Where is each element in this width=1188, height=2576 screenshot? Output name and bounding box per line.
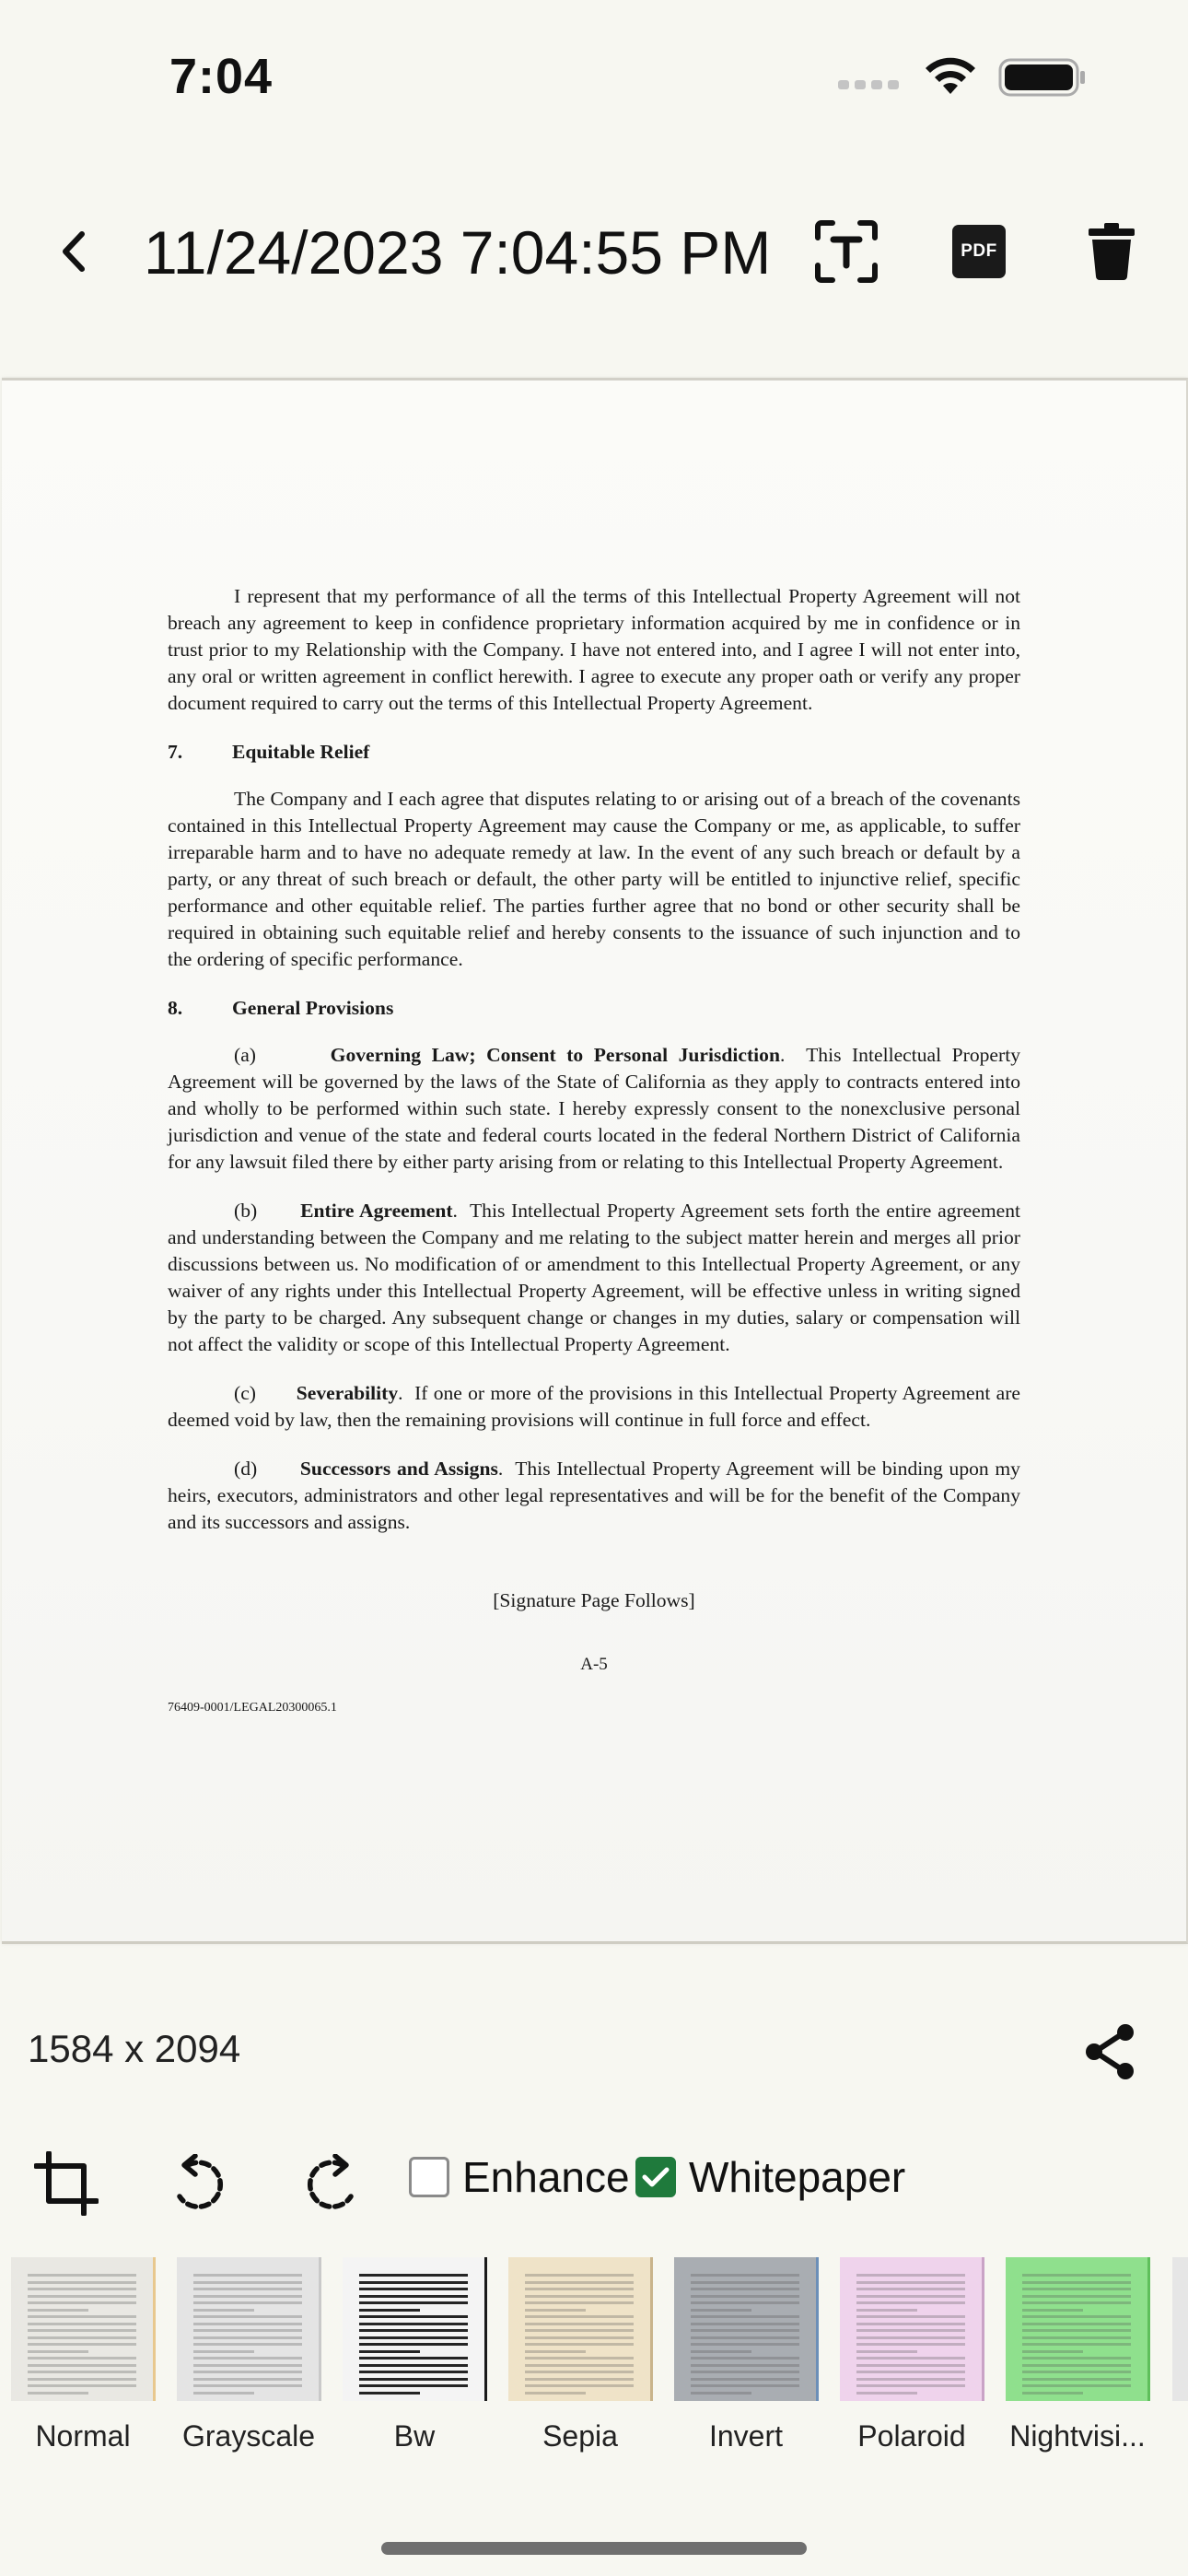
signature-note: [Signature Page Follows] bbox=[493, 1589, 695, 1611]
thumbnail-text-line bbox=[856, 2323, 965, 2325]
thumbnail-text-line bbox=[359, 2315, 468, 2318]
filter-thumbnail[interactable] bbox=[343, 2257, 487, 2401]
thumbnail-text-line bbox=[525, 2281, 634, 2284]
thumbnail-text-line bbox=[1022, 2364, 1131, 2367]
thumbnail-text-line bbox=[691, 2315, 799, 2318]
thumbnail-text-line bbox=[525, 2288, 634, 2290]
thumbnail-text-line bbox=[1022, 2281, 1131, 2284]
image-info-row bbox=[0, 1999, 1188, 2101]
thumbnail-text-line bbox=[193, 2392, 254, 2395]
thumbnail-text-line bbox=[28, 2357, 136, 2359]
filter-thumbnail[interactable] bbox=[508, 2257, 653, 2401]
thumbnail-text-line bbox=[525, 2295, 634, 2298]
thumbnail-text-line bbox=[691, 2371, 799, 2373]
thumbnail-text-line bbox=[193, 2301, 302, 2304]
thumbnail-text-line bbox=[359, 2323, 468, 2325]
thumbnail-text-line bbox=[359, 2301, 468, 2304]
thumbnail-text-line bbox=[856, 2274, 965, 2277]
thumbnail-text-line bbox=[525, 2357, 634, 2359]
thumbnail-text-line bbox=[193, 2384, 302, 2387]
section-8-heading bbox=[168, 995, 1020, 1022]
thumbnail-text-line bbox=[691, 2274, 799, 2277]
chevron-left-icon bbox=[56, 228, 93, 275]
filter-label: Polaroid bbox=[857, 2419, 966, 2453]
whitepaper-checkbox-box[interactable] bbox=[635, 2157, 676, 2197]
thumbnail-text-line bbox=[525, 2336, 634, 2339]
thumbnail-text-line bbox=[28, 2309, 88, 2312]
thumbnail-text-line bbox=[28, 2392, 88, 2395]
thumbnail-text-line bbox=[28, 2343, 136, 2346]
thumbnail-text-line bbox=[359, 2357, 468, 2359]
thumbnail-text-line bbox=[691, 2364, 799, 2367]
clause-label: (a) bbox=[234, 1044, 256, 1066]
thumbnail-text-line bbox=[28, 2371, 136, 2373]
image-dimensions: 1584 x 2094 bbox=[28, 2027, 241, 2070]
thumbnail-text-line bbox=[193, 2274, 302, 2277]
thumbnail-text-line bbox=[193, 2281, 302, 2284]
thumbnail-text-line bbox=[691, 2301, 799, 2304]
home-indicator bbox=[381, 2542, 807, 2555]
document-title: 11/24/2023 7:04:55 PM bbox=[144, 218, 772, 287]
thumbnail-text-line bbox=[525, 2343, 634, 2346]
thumbnail-text-line bbox=[691, 2295, 799, 2298]
section-number: 8. bbox=[168, 997, 183, 1019]
thumbnail-text-line bbox=[691, 2329, 799, 2332]
thumbnail-text-line bbox=[856, 2384, 965, 2387]
filter-thumbnail[interactable] bbox=[674, 2257, 819, 2401]
rotate-right-button[interactable] bbox=[297, 2149, 367, 2219]
thumbnail-text-line bbox=[856, 2364, 965, 2367]
pdf-label: PDF bbox=[961, 241, 997, 261]
filter-label: Normal bbox=[35, 2419, 131, 2453]
filter-invert[interactable] bbox=[663, 2257, 829, 2453]
paragraph-7: The Company and I each agree that disputes relating to or arising out of a breach of the covenants contained in this Intellectual Property Agreement may cause the Company or me, as applicable, to suffer irreparable harm and to have no adequate remedy at law. In the event of any such breach or default by a party, or any threat of such breach or default, the other party will be entitled to injunctive relief, specific performance and other equitable relief. The parties further agree that no bond or other security shall be required in obtaining such equitable relief and hereby consents to the issuance of such injunction and to the ordering of specific performance. bbox=[168, 788, 1020, 970]
filter-strip[interactable] bbox=[0, 2257, 1188, 2460]
text-recognition-button[interactable] bbox=[805, 210, 888, 293]
thumbnail-text-line bbox=[856, 2315, 965, 2318]
thumbnail-text-line bbox=[525, 2329, 634, 2332]
thumbnail-text-line bbox=[1022, 2357, 1131, 2359]
filter-label: Nightvisi... bbox=[1009, 2419, 1146, 2453]
thumbnail-text-line bbox=[1022, 2371, 1131, 2373]
thumbnail-text-line bbox=[856, 2288, 965, 2290]
clause-title: Entire Agreement bbox=[300, 1200, 453, 1222]
text-scan-icon bbox=[814, 219, 879, 284]
top-toolbar bbox=[0, 184, 1188, 313]
thumbnail-text-line bbox=[28, 2329, 136, 2332]
thumbnail-text-line bbox=[1022, 2392, 1083, 2395]
thumbnail-text-line bbox=[856, 2343, 965, 2346]
thumbnail-text-line bbox=[1022, 2274, 1131, 2277]
share-icon bbox=[1082, 2023, 1137, 2080]
filter-bw[interactable] bbox=[332, 2257, 497, 2453]
filter-thumbnail[interactable] bbox=[11, 2257, 156, 2401]
thumbnail-text-line bbox=[691, 2343, 799, 2346]
thumbnail-text-line bbox=[1022, 2329, 1131, 2332]
thumbnail-text-line bbox=[193, 2357, 302, 2359]
thumbnail-text-line bbox=[28, 2281, 136, 2284]
thumbnail-text-line bbox=[1022, 2288, 1131, 2290]
cellular-signal-icon bbox=[838, 65, 903, 94]
filter-polaroid[interactable] bbox=[829, 2257, 995, 2453]
thumbnail-text-line bbox=[856, 2329, 965, 2332]
crop-icon bbox=[34, 2151, 99, 2216]
thumbnail-text-line bbox=[28, 2364, 136, 2367]
back-button[interactable] bbox=[33, 210, 116, 293]
thumbnail-text-line bbox=[359, 2364, 468, 2367]
thumbnail-text-line bbox=[856, 2378, 965, 2381]
thumbnail-text-line bbox=[691, 2384, 799, 2387]
filter-grayscale[interactable] bbox=[166, 2257, 332, 2453]
thumbnail-text-line bbox=[28, 2323, 136, 2325]
clause-label: (d) bbox=[234, 1458, 258, 1480]
filter-thumbnail[interactable] bbox=[1172, 2257, 1188, 2401]
thumbnail-text-line bbox=[359, 2309, 420, 2312]
thumbnail-text-line bbox=[525, 2323, 634, 2325]
wifi-icon bbox=[923, 57, 978, 102]
thumbnail-text-line bbox=[856, 2336, 965, 2339]
thumbnail-text-line bbox=[28, 2384, 136, 2387]
thumbnail-text-line bbox=[691, 2378, 799, 2381]
thumbnail-text-line bbox=[193, 2336, 302, 2339]
thumbnail-text-line bbox=[856, 2309, 917, 2312]
battery-icon bbox=[998, 57, 1087, 102]
filter-label: Invert bbox=[708, 2419, 784, 2453]
trash-icon bbox=[1089, 223, 1135, 280]
thumbnail-text-line bbox=[1022, 2343, 1131, 2346]
thumbnail-text-line bbox=[28, 2378, 136, 2381]
clause-text: This Intellectual Property Agreement will be governed by the laws of the State of California as they apply to contracts entered into and wholly to be performed within such state. I hereby expressly consent to the nonexclusive personal jurisdiction and venue of the state and federal courts located in the federal Northern District of California for any lawsuit filed there by either party arising from or relating to this Intellectual Property Agreement. bbox=[168, 1044, 1021, 1173]
filter-partial[interactable] bbox=[1160, 2257, 1188, 2401]
thumbnail-text-line bbox=[691, 2309, 751, 2312]
thumbnail-text-line bbox=[193, 2315, 302, 2318]
crop-button[interactable] bbox=[31, 2149, 101, 2219]
clause-title: Successors and Assigns bbox=[299, 1458, 498, 1480]
thumbnail-text-line bbox=[193, 2343, 302, 2346]
thumbnail-text-line bbox=[28, 2336, 136, 2339]
thumbnail-text-line bbox=[525, 2371, 634, 2373]
paragraph-8a: (a) Governing Law; Consent to Personal Jurisdiction. This Intellectual Property Agreement will be governed by the laws of the State of California as they apply to contracts entered into and wholly to be performed within such state. I hereby expressly consent to the nonexclusive personal jurisdiction and venue of the state and federal courts located in the federal Northern District of California for any lawsuit filed there by either party arising from or relating to this Intellectual Property Agreement. bbox=[168, 1044, 1021, 1173]
filter-label: Bw bbox=[393, 2419, 436, 2453]
thumbnail-text-line bbox=[359, 2336, 468, 2339]
thumbnail-text-line bbox=[28, 2274, 136, 2277]
thumbnail-text-line bbox=[691, 2281, 799, 2284]
thumbnail-text-line bbox=[1022, 2295, 1131, 2298]
thumbnail-text-line bbox=[28, 2295, 136, 2298]
thumbnail-text-line bbox=[856, 2350, 917, 2353]
thumbnail-text-line bbox=[28, 2315, 136, 2318]
thumbnail-text-line bbox=[525, 2378, 634, 2381]
rotate-left-button[interactable] bbox=[164, 2149, 234, 2219]
whitepaper-label: Whitepaper bbox=[689, 2153, 906, 2201]
pdf-icon bbox=[952, 225, 1006, 278]
thumbnail-text-line bbox=[525, 2315, 634, 2318]
thumbnail-text-line bbox=[193, 2295, 302, 2298]
clause-label: (b) bbox=[234, 1200, 258, 1222]
filter-nightvision[interactable] bbox=[995, 2257, 1160, 2453]
thumbnail-text-line bbox=[525, 2384, 634, 2387]
filter-normal[interactable] bbox=[0, 2257, 166, 2453]
filter-thumbnail[interactable] bbox=[177, 2257, 321, 2401]
thumbnail-text-line bbox=[856, 2281, 965, 2284]
thumbnail-text-line bbox=[28, 2350, 88, 2353]
thumbnail-text-line bbox=[359, 2350, 420, 2353]
document-text bbox=[168, 583, 1020, 1743]
status-icons bbox=[838, 57, 1087, 102]
thumbnail-text-line bbox=[359, 2274, 468, 2277]
thumbnail-text-line bbox=[28, 2301, 136, 2304]
filter-sepia[interactable] bbox=[497, 2257, 663, 2453]
thumbnail-text-line bbox=[691, 2350, 751, 2353]
page-number: A-5 bbox=[580, 1655, 608, 1674]
thumbnail-text-line bbox=[691, 2323, 799, 2325]
paragraph-8b: (b) Entire Agreement. This Intellectual Property Agreement sets forth the entire agreement and understanding between the Company and me relating to the subject matter herein and merges all prior discussions between us. No modification of or amendment to this Intellectual Property Agreement, or any waiver of any rights under this Intellectual Property Agreement, will be effective unless in writing signed by the party to be charged. Any subsequent change or changes in my duties, salary or compensation will not affect the validity or scope of this Intellectual Property Agreement. bbox=[168, 1200, 1020, 1355]
thumbnail-text-line bbox=[856, 2392, 917, 2395]
thumbnail-text-line bbox=[359, 2343, 468, 2346]
thumbnail-text-line bbox=[856, 2295, 965, 2298]
filter-thumbnail[interactable] bbox=[840, 2257, 984, 2401]
filter-label: Sepia bbox=[542, 2419, 618, 2453]
thumbnail-text-line bbox=[525, 2309, 586, 2312]
thumbnail-text-line bbox=[1022, 2378, 1131, 2381]
thumbnail-text-line bbox=[1022, 2323, 1131, 2325]
thumbnail-text-line bbox=[359, 2288, 468, 2290]
thumbnail-text-line bbox=[359, 2329, 468, 2332]
filter-thumbnail[interactable] bbox=[1006, 2257, 1150, 2401]
thumbnail-text-line bbox=[359, 2392, 420, 2395]
scanned-page bbox=[2, 378, 1188, 1944]
thumbnail-text-line bbox=[525, 2301, 634, 2304]
section-title: General Provisions bbox=[232, 997, 394, 1019]
thumbnail-text-line bbox=[525, 2364, 634, 2367]
thumbnail-text-line bbox=[193, 2371, 302, 2373]
enhance-checkbox[interactable] bbox=[409, 2152, 630, 2202]
clause-label: (c) bbox=[234, 1382, 256, 1404]
thumbnail-text-line bbox=[359, 2295, 468, 2298]
thumbnail-text-line bbox=[1022, 2336, 1131, 2339]
clause-title: Governing Law; Consent to Personal Jurisdiction bbox=[330, 1044, 780, 1066]
thumbnail-text-line bbox=[1022, 2350, 1083, 2353]
status-bar bbox=[0, 0, 1188, 157]
thumbnail-text-line bbox=[856, 2357, 965, 2359]
share-button[interactable] bbox=[1077, 2020, 1142, 2084]
thumbnail-text-line bbox=[359, 2384, 468, 2387]
thumbnail-text-line bbox=[359, 2371, 468, 2373]
whitepaper-checkbox[interactable] bbox=[635, 2152, 905, 2202]
clause-text: This Intellectual Property Agreement sets forth the entire agreement and understanding between the Company and me relating to the subject matter herein and merges all prior discussions between us. No modification of or amendment to this Intellectual Property Agreement, or any waiver of any rights under this Intellectual Property Agreement, will be effective unless in writing signed by the party to be charged. Any subsequent change or changes in my duties, salary or compensation will not affect the validity or scope of this Intellectual Property Agreement. bbox=[168, 1200, 1020, 1355]
thumbnail-text-line bbox=[359, 2378, 468, 2381]
document-preview[interactable] bbox=[0, 378, 1188, 1944]
thumbnail-text-line bbox=[856, 2371, 965, 2373]
thumbnail-text-line bbox=[525, 2274, 634, 2277]
section-title: Equitable Relief bbox=[232, 741, 370, 763]
thumbnail-text-line bbox=[1022, 2384, 1131, 2387]
thumbnail-text-line bbox=[691, 2357, 799, 2359]
document-id: 76409-0001/LEGAL20300065.1 bbox=[168, 1701, 337, 1715]
thumbnail-text-line bbox=[1022, 2301, 1131, 2304]
paragraph-8c: (c) Severability. If one or more of the provisions in this Intellectual Property Agreement are deemed void by law, then the remaining provisions will continue in full force and effect. bbox=[168, 1382, 1020, 1431]
thumbnail-text-line bbox=[525, 2350, 586, 2353]
thumbnail-text-line bbox=[28, 2288, 136, 2290]
thumbnail-text-line bbox=[359, 2281, 468, 2284]
section-number: 7. bbox=[168, 741, 183, 763]
section-7-heading bbox=[168, 739, 1020, 766]
thumbnail-text-line bbox=[193, 2309, 254, 2312]
status-time: 7:04 bbox=[169, 49, 274, 104]
thumbnail-text-line bbox=[193, 2288, 302, 2290]
enhance-checkbox-box[interactable] bbox=[409, 2157, 449, 2197]
thumbnail-text-line bbox=[193, 2323, 302, 2325]
thumbnail-text-line bbox=[193, 2350, 254, 2353]
paragraph-intro: I represent that my performance of all the terms of this Intellectual Property Agreement will not breach any agreement to keep in confidence proprietary information acquired by me in confidence or in trust prior to my Relationship with the Company. I have not entered into, and I agree I will not enter into, any oral or written agreement in conflict herewith. I agree to execute any proper oath or verify any proper document required to carry out the terms of this Intellectual Property Agreement. bbox=[168, 585, 1020, 714]
paragraph-8d: (d) Successors and Assigns. This Intellectual Property Agreement will be binding upon my heirs, executors, administrators and other legal representatives and will be for the benefit of the Company and its successors and assigns. bbox=[168, 1458, 1020, 1533]
thumbnail-text-line bbox=[691, 2392, 751, 2395]
thumbnail-text-line bbox=[193, 2378, 302, 2381]
export-pdf-button[interactable] bbox=[938, 210, 1020, 293]
thumbnail-text-line bbox=[193, 2364, 302, 2367]
enhance-label: Enhance bbox=[462, 2153, 630, 2201]
thumbnail-text-line bbox=[1022, 2309, 1083, 2312]
thumbnail-text-line bbox=[1022, 2315, 1131, 2318]
thumbnail-text-line bbox=[856, 2301, 965, 2304]
thumbnail-text-line bbox=[525, 2392, 586, 2395]
edit-tools-row bbox=[0, 2137, 1188, 2230]
filter-label: Grayscale bbox=[181, 2419, 316, 2453]
thumbnail-text-line bbox=[691, 2336, 799, 2339]
thumbnail-text-line bbox=[193, 2329, 302, 2332]
rotate-left-icon bbox=[171, 2154, 227, 2213]
clause-text: This Intellectual Property Agreement will be binding upon my heirs, executors, administrators and other legal representatives and will be for the benefit of the Company and its successors and assigns. bbox=[168, 1458, 1020, 1533]
clause-text: If one or more of the provisions in this Intellectual Property Agreement are deemed void by law, then the remaining provisions will continue in full force and effect. bbox=[168, 1382, 1020, 1431]
rotate-right-icon bbox=[304, 2154, 359, 2213]
delete-button[interactable] bbox=[1070, 210, 1153, 293]
checkmark-icon bbox=[641, 2165, 670, 2189]
clause-title: Severability bbox=[296, 1382, 399, 1404]
thumbnail-text-line bbox=[691, 2288, 799, 2290]
